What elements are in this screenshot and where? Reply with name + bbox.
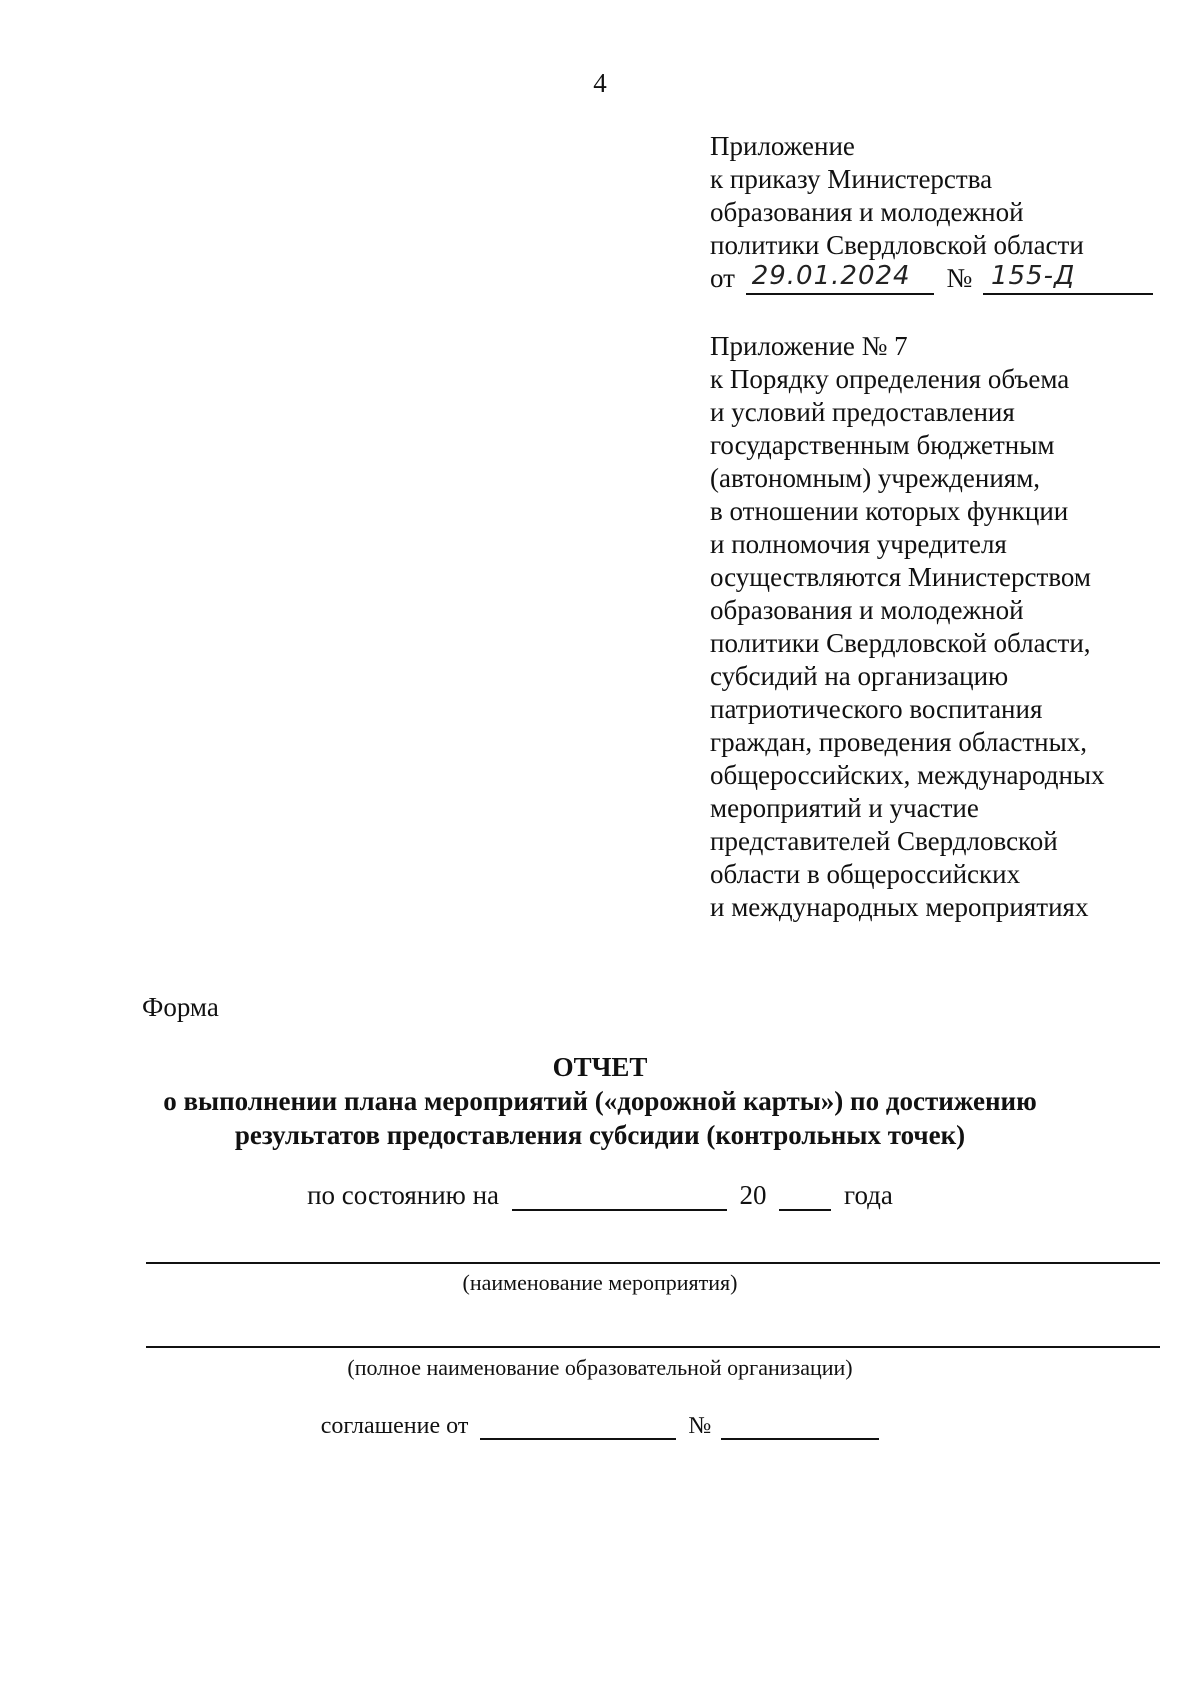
as-of-prefix: по состоянию на xyxy=(307,1180,500,1210)
agreement-line xyxy=(0,1412,1200,1440)
agreement-number-sign: № xyxy=(688,1413,712,1439)
order-date-line xyxy=(710,262,1153,295)
appendix-7-line: в отношении которых функции xyxy=(710,496,1069,526)
order-appendix-line: к приказу Министерства xyxy=(710,164,993,194)
appendix-7-line: патриотического воспитания xyxy=(710,694,1043,724)
order-appendix-line: образования и молодежной xyxy=(710,197,1024,227)
appendix-7-line: граждан, проведения областных, xyxy=(710,727,1087,757)
report-title: ОТЧЕТ xyxy=(552,1052,648,1082)
appendix-7-block xyxy=(710,330,1105,924)
appendix-7-line: образования и молодежной xyxy=(710,595,1024,625)
handwritten-number: 155-Д xyxy=(990,261,1076,291)
appendix-7-line: субсидий на организацию xyxy=(710,661,1009,691)
report-subtitle-line-2: результатов предоставления субсидии (контрольных точек) xyxy=(234,1120,966,1150)
appendix-7-line: осуществляются Министерством xyxy=(710,562,1091,592)
as-of-suffix: года xyxy=(844,1180,893,1210)
as-of-date-line xyxy=(0,1180,1200,1211)
report-subtitle-line-1: о выполнении плана мероприятий («дорожной карты») по достижению xyxy=(163,1086,1037,1116)
event-name-caption: (наименование мероприятия) xyxy=(462,1270,738,1295)
agreement-prefix: соглашение от xyxy=(320,1413,469,1439)
appendix-7-line: мероприятий и участие xyxy=(710,793,979,823)
as-of-date-blank[interactable] xyxy=(512,1183,727,1211)
page-number: 4 xyxy=(593,68,607,98)
appendix-7-line: представителей Свердловской xyxy=(710,826,1058,856)
as-of-year-prefix: 20 xyxy=(739,1180,767,1210)
order-appendix-block xyxy=(710,130,1153,295)
agreement-date-blank[interactable] xyxy=(480,1412,676,1440)
appendix-7-line: Приложение № 7 xyxy=(710,331,908,361)
appendix-7-line: государственным бюджетным xyxy=(710,430,1055,460)
number-field xyxy=(983,263,1153,295)
appendix-7-line: (автономным) учреждениям, xyxy=(710,463,1041,493)
form-label: Форма xyxy=(142,992,219,1022)
order-appendix-line: Приложение xyxy=(710,131,855,161)
date-field xyxy=(746,263,934,295)
event-name-field[interactable] xyxy=(146,1262,1160,1264)
as-of-year-blank[interactable] xyxy=(779,1183,831,1211)
appendix-7-line: политики Свердловской области, xyxy=(710,628,1091,658)
organization-name-field[interactable] xyxy=(146,1346,1160,1348)
appendix-7-line: и условий предоставления xyxy=(710,397,1015,427)
organization-name-caption: (полное наименование образовательной организации) xyxy=(347,1355,853,1380)
handwritten-date: 29.01.2024 xyxy=(751,261,911,291)
appendix-7-line: к Порядку определения объема xyxy=(710,364,1070,394)
number-sign: № xyxy=(946,263,973,293)
appendix-7-line: области в общероссийских xyxy=(710,859,1021,889)
agreement-number-blank[interactable] xyxy=(721,1412,879,1440)
appendix-7-line: и международных мероприятиях xyxy=(710,892,1089,922)
appendix-7-line: общероссийских, международных xyxy=(710,760,1105,790)
order-appendix-line: политики Свердловской области xyxy=(710,230,1084,260)
date-prefix: от xyxy=(710,263,735,293)
appendix-7-line: и полномочия учредителя xyxy=(710,529,1007,559)
